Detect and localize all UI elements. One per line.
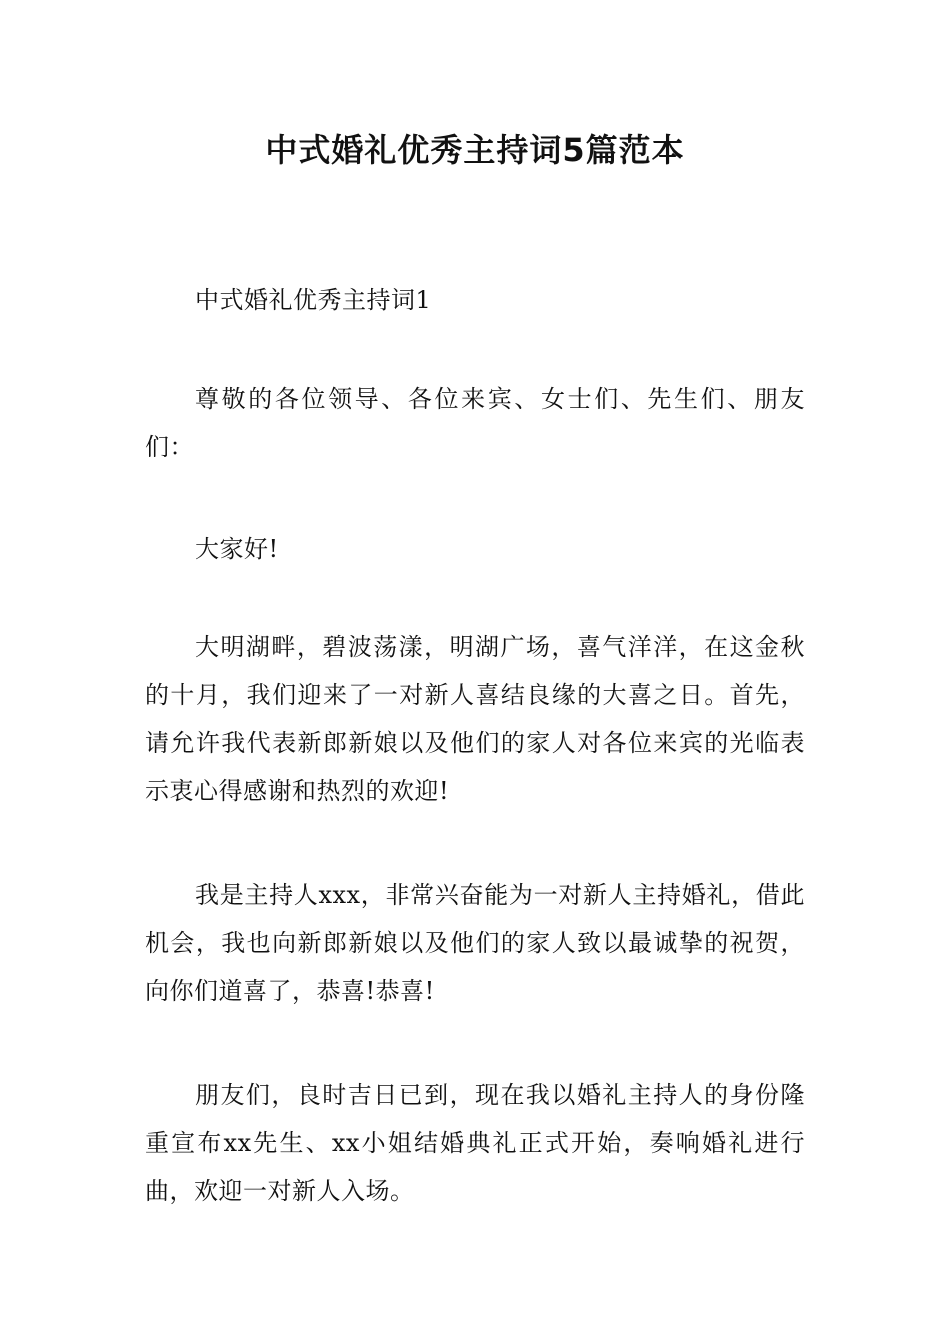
paragraph-welcome: 大明湖畔，碧波荡漾，明湖广场，喜气洋洋，在这金秋的十月，我们迎来了一对新人喜结良缘的大喜之日。首先，请允许我代表新郎新娘以及他们的家人对各位来宾的光临表示衷心得感谢和热烈的欢迎! xyxy=(145,633,805,805)
paragraph-salutation: 尊敬的各位领导、各位来宾、女士们、先生们、朋友们： xyxy=(145,385,805,461)
paragraph-ceremony-start: 朋友们，良时吉日已到，现在我以婚礼主持人的身份隆重宣布xx先生、xx小姐结婚典礼正式开始，奏响婚礼进行曲，欢迎一对新人入场。 xyxy=(145,1081,805,1205)
document-title: 中式婚礼优秀主持词5篇范本 xyxy=(265,131,685,169)
paragraph-host-intro: 我是主持人xxx，非常兴奋能为一对新人主持婚礼，借此机会，我也向新郎新娘以及他们的家人致以最诚挚的祝贺，向你们道喜了，恭喜!恭喜! xyxy=(145,881,805,1005)
paragraph-greeting: 大家好! xyxy=(195,535,279,563)
section-heading: 中式婚礼优秀主持词1 xyxy=(195,286,432,314)
